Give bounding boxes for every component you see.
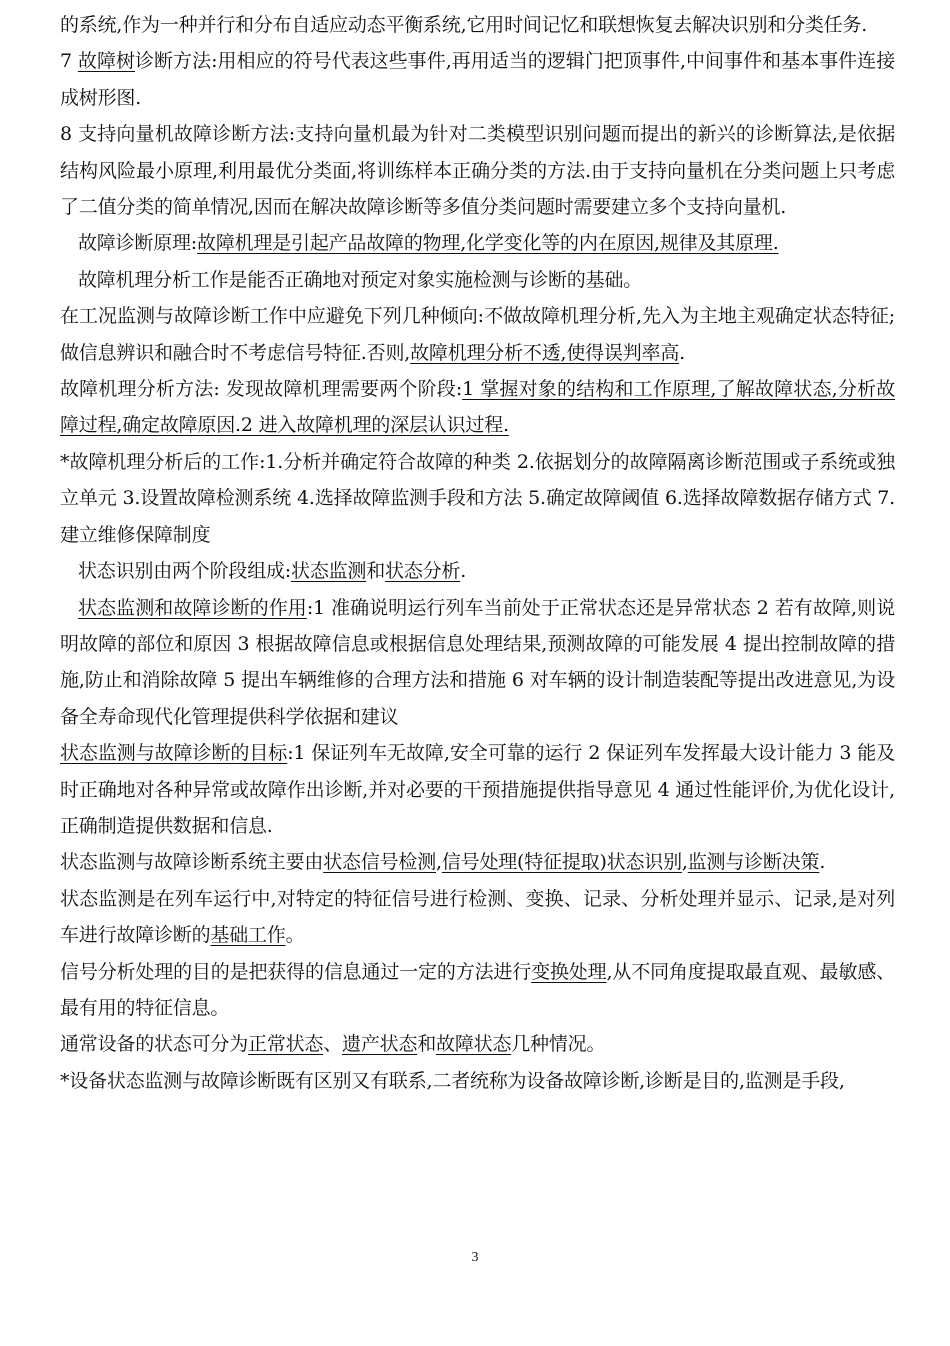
underlined-text: 基础工作 <box>210 924 286 947</box>
underlined-text: 1 掌握对象的结构和工作原理,了解故障状态,分析故障过程,确定故障原因.2 进入故障机理的深层认识过程. <box>60 378 895 437</box>
paragraph <box>60 371 895 444</box>
text-run: . <box>679 341 685 364</box>
underlined-text: 监测与诊断决策 <box>687 851 820 874</box>
text-run: 故障诊断原理: <box>78 232 198 255</box>
underlined-text: 故障状态 <box>436 1033 512 1056</box>
paragraph <box>60 298 895 371</box>
paragraph <box>60 553 895 589</box>
underlined-text: 状态监测 <box>291 560 367 583</box>
text-run: 7 <box>60 50 78 73</box>
underlined-text: 信号处理(特征提取)状态识别 <box>441 851 682 874</box>
text-run: 的系统,作为一种并行和分布自适应动态平衡系统,它用时间记忆和联想恢复去解决识别和分类任务. <box>60 14 868 36</box>
underlined-text: 状态信号检测 <box>323 851 437 874</box>
text-run: :1 准确说明运行列车当前处于正常状态还是异常状态 2 若有故障,则说明故障的部位和原因 3 根据故障信息或根据信息处理结果,预测故障的可能发展 4 提出控制故障的措施,防止和消除故障 5 提出车辆维修的合理方法和措施 6 对车辆的设计制造装配等提出改进意见,为设备全寿命现代化管理提供科学依据和建议 <box>60 596 895 728</box>
text-run: 故障机理分析方法: 发现故障机理需要两个阶段: <box>60 378 463 401</box>
paragraph <box>60 881 895 954</box>
text-run: 状态识别由两个阶段组成: <box>78 560 292 583</box>
text-run: 状态监测与故障诊断系统主要由 <box>60 851 324 874</box>
text-run: :1 保证列车无故障,安全可靠的运行 2 保证列车发挥最大设计能力 3 能及时正确地对各种异常或故障作出诊断,并对必要的干预措施提供指导意见 4 通过性能评价,为优化设计,正确制造提供数据和信息. <box>60 742 895 837</box>
text-run: 和 <box>417 1033 437 1056</box>
underlined-text: 故障树 <box>77 50 136 73</box>
paragraph <box>60 1063 895 1099</box>
text-run: 、 <box>323 1033 343 1056</box>
text-run: 在工况监测与故障诊断工作中应避免下列几种倾向:不做故障机理分析,先入为主地主观确定状态特征;做信息辨识和融合时不考虑信号特征.否则, <box>60 305 895 364</box>
text-run: . <box>460 560 467 583</box>
paragraph <box>60 116 895 225</box>
underlined-text: 状态分析 <box>385 560 461 583</box>
paragraph <box>60 225 895 261</box>
text-run: 信号分析处理的目的是把获得的信息通过一定的方法进行 <box>60 960 532 983</box>
paragraph <box>60 262 895 298</box>
text-run: 几种情况。 <box>511 1033 606 1056</box>
paragraph <box>60 444 895 553</box>
paragraph <box>60 43 895 116</box>
text-run: 通常设备的状态可分为 <box>60 1033 249 1056</box>
underlined-text: 正常状态 <box>248 1033 324 1056</box>
text-run: *故障机理分析后的工作:1.分析并确定符合故障的种类 2.依据划分的故障隔离诊断范围或子系统或独立单元 3.设置故障检测系统 4.选择故障监测手段和方法 5.确定故障阈值 6.选择故障数据存储方式 7.建立维修保障制度 <box>60 450 895 546</box>
paragraph <box>60 954 895 1027</box>
text-run: ,从不同角度提取最直观、最敏感、最有用的特征信息。 <box>60 960 896 1019</box>
underlined-text: 故障机理是引起产品故障的物理,化学变化等的内在原因,规律及其原理. <box>197 232 779 255</box>
document-body <box>60 7 895 1099</box>
text-run: *设备状态监测与故障诊断既有区别又有联系,二者统称为设备故障诊断,诊断是目的,监测是手段, <box>60 1069 845 1092</box>
underlined-text: 故障机理分析不透,使得误判率高 <box>410 341 680 364</box>
text-run: 8 支持向量机故障诊断方法:支持向量机最为针对二类模型识别问题而提出的新兴的诊断算法,是依据结构风险最小原理,利用最优分类面,将训练样本正确分类的方法.由于支持向量机在分类问题上只考虑了二值分类的简单情况,因而在解决故障诊断等多值分类问题时需要建立多个支持向量机. <box>60 123 895 219</box>
paragraph <box>60 1026 895 1062</box>
text-run: 。 <box>285 924 305 947</box>
paragraph <box>60 844 895 880</box>
text-run: 故障机理分析工作是能否正确地对预定对象实施检测与诊断的基础。 <box>78 268 643 291</box>
text-run: 诊断方法:用相应的符号代表这些事件,再用适当的逻辑门把顶事件,中间事件和基本事件连接成树形图. <box>60 50 895 109</box>
page-number: 3 <box>471 1250 479 1265</box>
paragraph <box>60 590 895 736</box>
paragraph <box>60 735 895 844</box>
underlined-text: 遗产状态 <box>342 1033 418 1056</box>
text-run: . <box>819 851 826 874</box>
text-run: , <box>436 851 442 874</box>
underlined-text: 状态监测与故障诊断的目标 <box>60 742 288 765</box>
text-run: , <box>681 851 688 874</box>
text-run: 状态监测是在列车运行中,对特定的特征信号进行检测、变换、记录、分析处理并显示、记录,是对列车进行故障诊断的 <box>60 887 895 947</box>
paragraph <box>60 7 895 43</box>
underlined-text: 状态监测和故障诊断的作用 <box>78 596 307 619</box>
underlined-text: 变换处理 <box>531 960 607 983</box>
text-run: 和 <box>366 560 386 583</box>
